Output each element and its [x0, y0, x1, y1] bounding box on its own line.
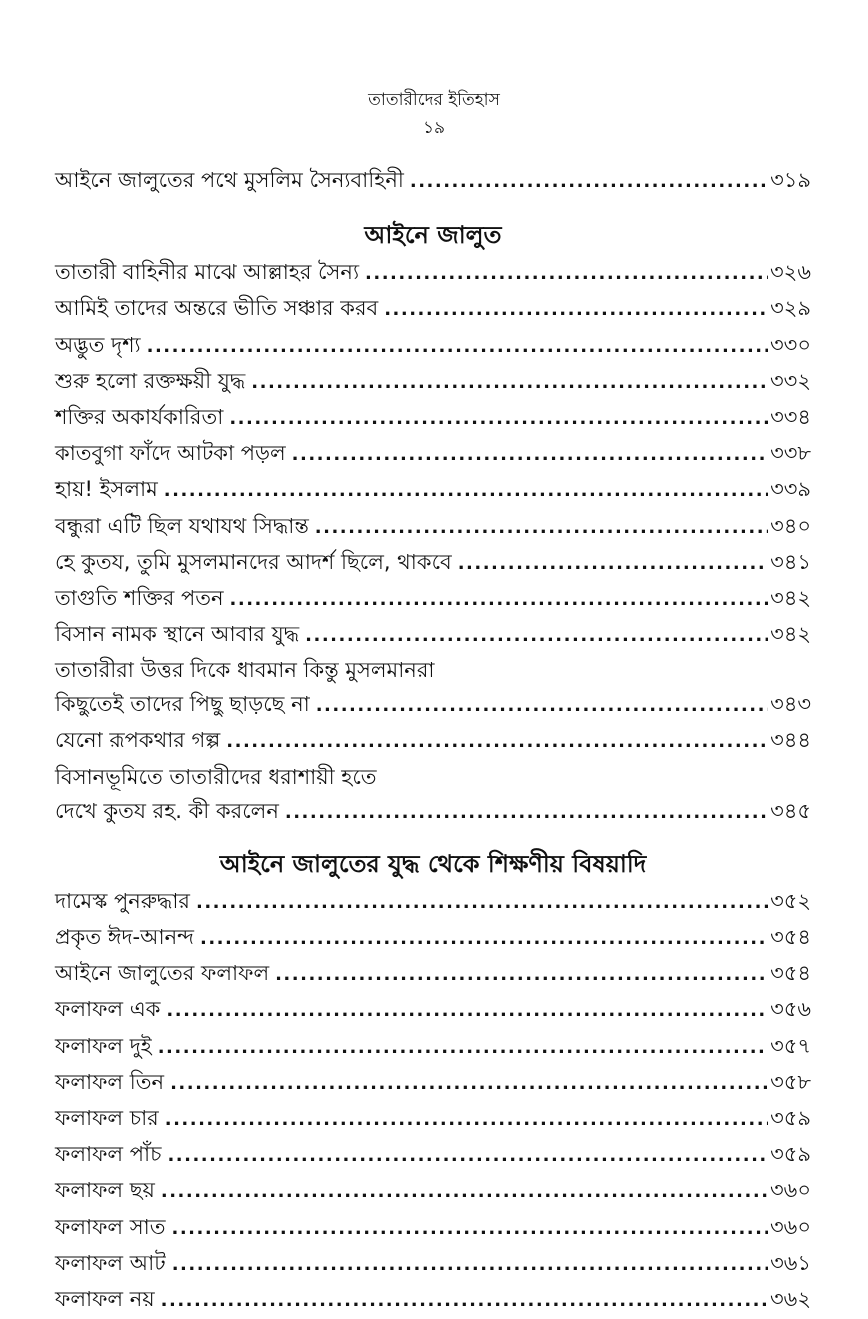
dot-leader — [196, 885, 768, 921]
toc-entry-page: ৩৬০ — [770, 1214, 811, 1239]
dot-leader — [384, 292, 768, 328]
dot-leader — [172, 1247, 768, 1283]
toc-entry-title: ফলাফল নয় — [55, 1286, 155, 1311]
toc-entry-first-line — [55, 652, 811, 686]
toc-entry-title: কিছুতেই তাদের পিছু ছাড়ছে না — [55, 692, 310, 717]
dot-leader — [305, 618, 768, 654]
section-heading: আইনে জালুত — [364, 221, 502, 250]
toc-entry — [55, 399, 811, 435]
toc-entry-page: ৩৩২ — [770, 368, 811, 393]
dot-leader — [316, 688, 768, 724]
dot-leader — [458, 546, 768, 582]
toc-entry — [55, 435, 811, 471]
toc-entry-page: ৩৫৯ — [770, 1105, 811, 1130]
toc-entry-title: ফলাফল এক — [55, 997, 161, 1022]
toc-entry-title: আইনে জালুতের ফলাফল — [55, 961, 270, 986]
toc-entry-page: ৩৪৪ — [770, 728, 811, 753]
toc-entry-title: বিসান নামক স্থানে আবার যুদ্ধ — [55, 622, 300, 647]
section-heading: আইনে জালুতের যুদ্ধ থেকে শিক্ষণীয় বিষয়াদি — [219, 849, 647, 878]
toc-entry — [55, 616, 811, 652]
toc-entry-title: শুরু হলো রক্তক্ষয়ী যুদ্ধ — [55, 368, 246, 393]
dot-leader — [251, 365, 768, 401]
toc-entry-page: ৩৪২ — [770, 622, 811, 647]
dot-leader — [230, 582, 769, 618]
dot-leader — [410, 164, 768, 200]
toc-entry-title: কাতবুগা ফাঁদে আটকা পড়ল — [55, 441, 286, 466]
toc-entry-title: শক্তির অকার্যকারিতা — [55, 404, 224, 429]
toc-entry — [55, 1064, 811, 1100]
dot-leader — [158, 1030, 768, 1066]
toc-entry-page: ৩৫৯ — [770, 1142, 811, 1167]
toc-entry-page: ৩৬০ — [770, 1178, 811, 1203]
table-of-contents — [55, 162, 811, 1317]
toc-entry-title: ফলাফল ছয় — [55, 1178, 155, 1203]
toc-entry — [55, 686, 811, 722]
toc-entry — [55, 1136, 811, 1172]
toc-entry — [55, 1100, 811, 1136]
dot-leader — [167, 1138, 768, 1174]
dot-leader — [147, 329, 768, 365]
toc-entry-title: হায়! ইসলাম — [55, 477, 158, 502]
toc-entry — [55, 793, 811, 829]
dot-leader — [365, 256, 768, 292]
toc-entry-title: আমিই তাদের অন্তরে ভীতি সঞ্চার করব — [55, 296, 379, 321]
toc-entry — [55, 919, 811, 955]
toc-entry-title: বন্ধুরা এটি ছিল যথাযথ সিদ্ধান্ত — [55, 513, 309, 538]
toc-entry-title: প্রকৃত ঈদ-আনন্দ — [55, 925, 194, 949]
toc-entry — [55, 955, 811, 991]
toc-entry-page: ৩৫২ — [770, 888, 811, 913]
toc-entry-title-line1: বিসানভূমিতে তাতারীদের ধরাশায়ী হতে — [55, 764, 377, 789]
dot-leader — [315, 510, 768, 546]
toc-entry-title: আইনে জালুতের পথে মুসলিম সৈন্যবাহিনী — [55, 168, 404, 192]
toc-entry — [55, 508, 811, 544]
toc-entry — [55, 580, 811, 616]
dot-leader — [229, 401, 768, 437]
toc-entry-title: ফলাফল চার — [55, 1105, 159, 1130]
toc-entry-page: ৩৩৮ — [770, 441, 811, 466]
toc-entry-title: ফলাফল পাঁচ — [55, 1142, 162, 1167]
toc-entry-title: ফলাফল আট — [55, 1250, 166, 1275]
toc-entry-page: ৩৩০ — [770, 332, 811, 357]
toc-entry — [55, 544, 811, 580]
toc-entry-first-line — [55, 759, 811, 793]
dot-leader — [164, 473, 768, 509]
toc-entry-page: ৩৩৯ — [770, 477, 811, 502]
toc-entry-title: যেনো রূপকথার গল্প — [55, 728, 221, 753]
toc-entry-page: ৩১৯ — [770, 168, 811, 192]
toc-entry-title: ফলাফল দুই — [55, 1033, 152, 1058]
toc-entry-page: ৩৪০ — [770, 513, 811, 538]
toc-entry-title: ফলাফল তিন — [55, 1069, 165, 1094]
toc-entry-title: হে কুতয, তুমি মুসলমানদের আদর্শ ছিলে, থাকবে — [55, 549, 452, 574]
toc-entry — [55, 327, 811, 363]
toc-entry-title: তাগুতি শক্তির পতন — [55, 585, 224, 610]
dot-leader — [275, 957, 768, 993]
toc-entry-page: ৩৬২ — [770, 1286, 811, 1311]
toc-entry-title: দেখে কুতয রহ. কী করলেন — [55, 798, 279, 823]
toc-entry-title: তাতারী বাহিনীর মাঝে আল্লাহর সৈন্য — [55, 260, 360, 285]
dot-leader — [165, 1102, 768, 1138]
toc-entry — [55, 1172, 811, 1208]
dot-leader — [171, 1211, 768, 1247]
dot-leader — [200, 921, 768, 957]
toc-entry-page: ৩৪৫ — [770, 798, 811, 823]
dot-leader — [292, 437, 768, 473]
toc-entry — [55, 1245, 811, 1281]
toc-entry-page: ৩৫৭ — [770, 1033, 811, 1058]
toc-entry-page: ৩৪২ — [770, 585, 811, 610]
toc-entry — [55, 162, 811, 198]
dot-leader — [161, 1283, 768, 1319]
dot-leader — [170, 1066, 768, 1102]
toc-entry-page: ৩৩৪ — [770, 404, 811, 429]
toc-entry — [55, 363, 811, 399]
toc-entry — [55, 254, 811, 290]
toc-entry-page: ৩২৬ — [770, 260, 811, 285]
toc-entry-page: ৩৫৪ — [770, 961, 811, 986]
toc-entry — [55, 1209, 811, 1245]
dot-leader — [166, 993, 768, 1029]
dot-leader — [285, 795, 768, 831]
toc-entry — [55, 1028, 811, 1064]
toc-entry-title: দামেস্ক পুনরুদ্ধার — [55, 888, 190, 913]
toc-entry-title: ফলাফল সাত — [55, 1214, 166, 1239]
toc-entry — [55, 883, 811, 919]
toc-entry-page: ৩৪১ — [770, 549, 811, 574]
toc-entry-page: ৩২৯ — [770, 296, 811, 321]
toc-entry — [55, 722, 811, 758]
running-title: তাতারীদের ইতিহাস — [368, 90, 500, 110]
toc-entry-title-line1: তাতারীরা উত্তর দিকে ধাবমান কিন্তু মুসলমানরা — [55, 658, 435, 683]
toc-entry — [55, 290, 811, 326]
toc-entry-page: ৩৫৪ — [770, 925, 811, 949]
toc-entry-page: ৩৪৩ — [770, 692, 811, 717]
toc-entry — [55, 991, 811, 1027]
dot-leader — [226, 724, 768, 760]
toc-entry-page: ৩৫৮ — [770, 1069, 811, 1094]
toc-entry — [55, 471, 811, 507]
toc-entry-title: অদ্ভুত দৃশ্য — [55, 332, 141, 357]
page-number: ১৯ — [422, 118, 446, 138]
toc-entry-page: ৩৬১ — [770, 1250, 811, 1275]
toc-entry-page: ৩৫৬ — [770, 997, 811, 1022]
toc-entry — [55, 1281, 811, 1317]
dot-leader — [161, 1174, 768, 1210]
